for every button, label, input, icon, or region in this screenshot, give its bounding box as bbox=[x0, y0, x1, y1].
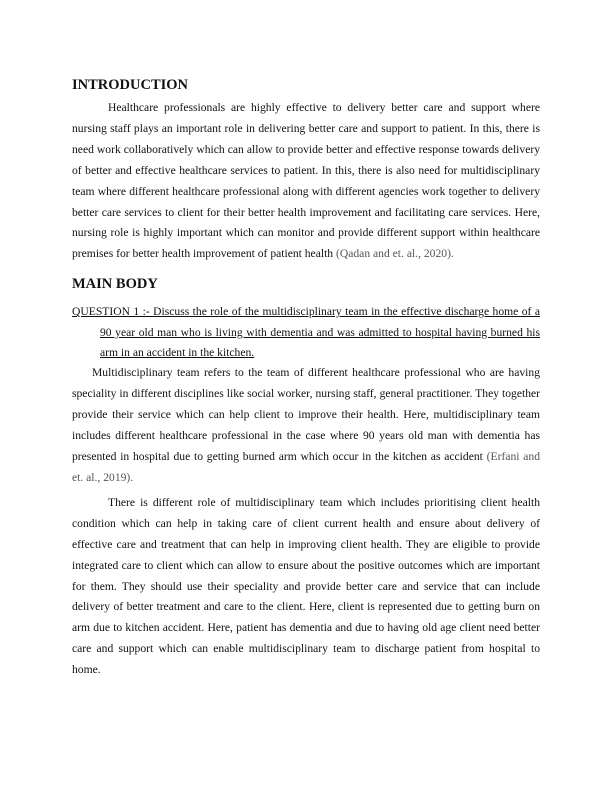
introduction-citation: (Qadan and et. al., 2020). bbox=[336, 247, 454, 261]
main-body-paragraph-2: There is different role of multidisciplinary team which includes prioritising client health condition which can help in taking care of client current health and ensure about delivery of effective care and treatment that can help in improving client health. They are eligible to provide integrated care to client which can allow to ensure about the positive outcomes which are important for them. They should use their speciality and provide better care and service that can include delivery of better treatment and care to the client. Here, client is represented due to getting burn on arm due to kitchen accident. Here, patient has dementia and due to having old age client need better care and support which can enable multidisciplinary team to discharge patient from hospital to home. bbox=[72, 495, 540, 677]
introduction-text: Healthcare professionals are highly effective to delivery better care and support where nursing staff plays an important role in delivering better care and support to patient. In this, there is need work collaboratively which can allow to provide better and effective response towards delivery of better and effective healthcare services to patient. In this, there is also need for multidisciplinary team where different healthcare professional along with different agencies work together to delivery better care services to client for their better health improvement and facilitating care services. Here, nursing role is highly important which can monitor and provide different support within healthcare premises for better health improvement of patient health bbox=[72, 101, 540, 261]
main-body-citation: (Erfani and et. al., 2019). bbox=[72, 450, 541, 484]
main-body-heading: MAIN BODY bbox=[72, 276, 158, 293]
introduction-heading: INTRODUCTION bbox=[72, 77, 189, 93]
main-body-paragraph-1 bbox=[72, 363, 540, 488]
introduction-paragraph bbox=[72, 98, 540, 265]
question-1: QUESTION 1 :- Discuss the role of the multidisciplinary team in the effective discharge home of a 90 year old man who is living with dementia and was admitted to hospital having burned his arm in an accident in the kitchen. bbox=[72, 305, 540, 360]
main-body-paragraph-1-text: Multidisciplinary team refers to the team of different healthcare professional who are having speciality in different disciplines like social worker, nursing staff, general practitioner. They together provide their service which can help client to improve their health. Here, multidisciplinary team includes different healthcare professional in the case where 90 years old man with dementia has presented in hospital due to getting burned arm which occur in the kitchen as accident bbox=[72, 366, 540, 464]
page-content bbox=[72, 76, 540, 681]
